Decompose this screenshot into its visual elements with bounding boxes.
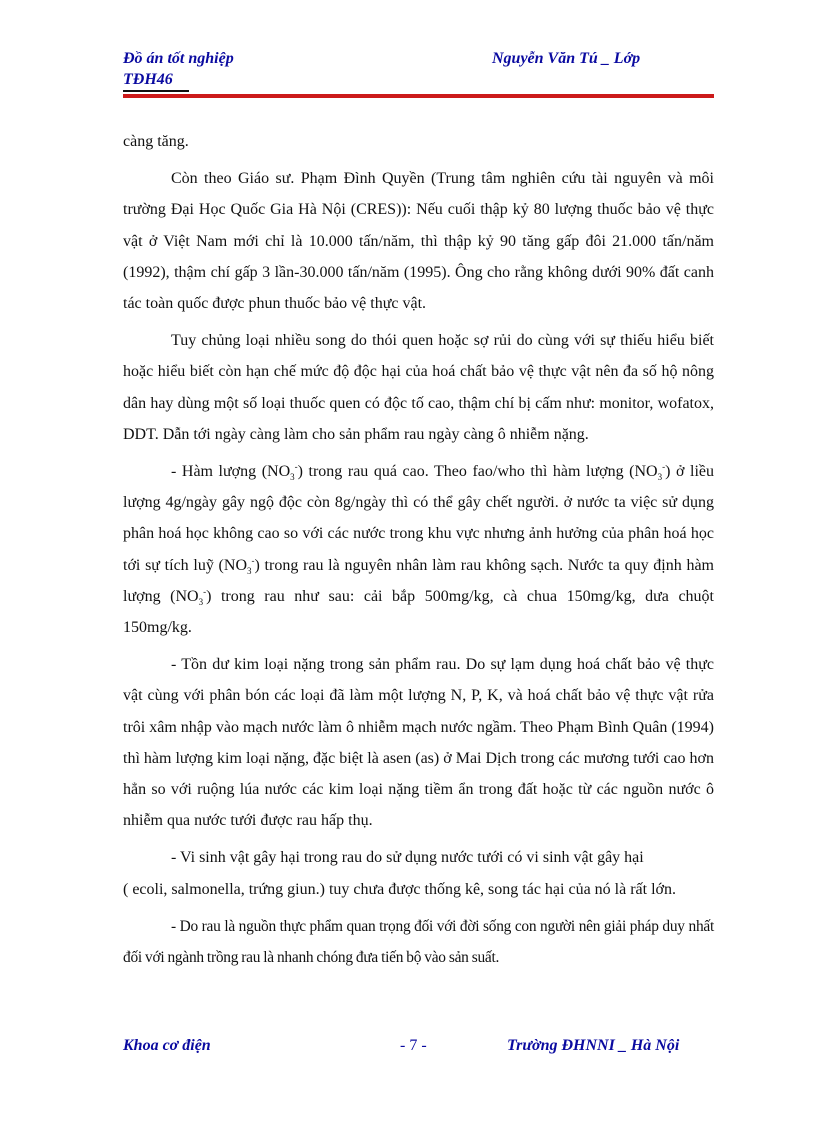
paragraph-microorganisms-line1: - Vi sinh vật gây hại trong rau do sử dụng nước tưới có vi sinh vật gây hại <box>171 849 644 867</box>
paragraph-solution: - Do rau là nguồn thực phẩm quan trọng đối với đời sống con người nên giải pháp duy nhất đối với ngành trồng rau là nhanh chóng đưa tiến bộ vào sản suất. <box>123 917 714 967</box>
nitrate-formula: $NO_3^-$ <box>267 461 298 483</box>
paragraph-microorganisms-rest: ( ecoli, salmonella, trứng giun.) tuy chưa được thống kê, song tác hại của nó là rất lớn. <box>123 880 677 898</box>
paragraph-pesticide-habits: Tuy chủng loại nhiều song do thói quen hoặc sợ rủi do cùng với sự thiếu hiểu biết hoặc hiểu biết còn hạn chế mức độ độc hại của hoá chất bảo vệ thực vật nên đa số hộ nông dân hay dùng một số loại thuốc quen có độc tố cao, thậm chí bị cấm như: monitor, wofatox, DDT. Dẫn tới ngày càng làm cho sản phẩm rau ngày càng ô nhiễm nặng. <box>123 332 714 443</box>
header-rule <box>123 94 714 98</box>
footer-faculty: Khoa cơ điện <box>123 1037 211 1054</box>
nitrate-formula: $NO_3^-$ <box>223 555 255 576</box>
paragraph-microorganisms <box>123 842 714 904</box>
footer-university: Trường ĐHNNI _ Hà Nội <box>507 1037 680 1054</box>
header-underline <box>123 90 189 92</box>
nitrate-formula: $NO_3^-$ <box>634 461 666 483</box>
header-left-class: TĐH46 <box>123 71 173 88</box>
nitrate-formula: $NO_3^-$ <box>175 586 207 608</box>
paragraph-pesticide-volume: Còn theo Giáo sư. Phạm Đình Quyền (Trung tâm nghiên cứu tài nguyên và môi trường Đại Học Quốc Gia Hà Nội (CRES)): Nếu cuối thập kỷ 80 lượng thuốc bảo vệ thực vật ở Việt Nam mới chỉ là 10.000 tấn/năm, thì thập kỷ 90 tăng gấp đôi 21.000 tấn/năm (1992), thậm chí gấp 3 lần-30.000 tấn/năm (1995). Ông cho rằng không dưới 90% đất canh tác toàn quốc được phun thuốc bảo vệ thực vật. <box>123 170 714 313</box>
paragraph-nitrate: - Hàm lượng $(NO_3^-)$ trong rau quá cao. Theo fao/who thì hàm lượng $(NO_3^-)$ ở liều lượng 4g/ngày gây ngộ độc còn 8g/ngày thì có thể gây chết người. ở nước ta việc sử dụng phân hoá học không cao so với các nước trong khu vực nhưng ảnh hưởng của phân hoá học tới sự tích luỹ $(NO_3^-)$ trong rau là nguyên nhân làm rau không sạch. Nước ta quy định hàm lượng $(NO_3^-)$ trong rau như sau: cải bắp 500mg/kg, cà chua 150mg/kg, dưa chuột 150mg/kg. <box>123 461 715 637</box>
paragraph-heavy-metals: - Tồn dư kim loại nặng trong sản phẩm rau. Do sự lạm dụng hoá chất bảo vệ thực vật cùng với phân bón các loại đã làm một lượng N, P, K, và hoá chất bảo vệ thực vật rửa trôi xâm nhập vào mạch nước làm ô nhiễm mạch nước ngầm. Theo Phạm Bình Quân (1994) thì hàm lượng kim loại nặng, đặc biệt là asen (as) ở Mai Dịch trong các mương tưới cao hơn hẳn so với ruộng lúa nước các kim loại nặng tiềm ẩn trong đất hoặc từ các nguồn nước ô nhiễm qua nước tưới được rau hấp thụ. <box>123 656 714 830</box>
header-right-author: Nguyễn Văn Tú _ Lớp <box>492 50 641 67</box>
paragraph-continuation: càng tăng. <box>123 133 189 150</box>
footer-page-number: - 7 - <box>400 1037 427 1054</box>
header-left-title: Đồ án tốt nghiệp <box>123 50 234 67</box>
document-body <box>123 126 714 979</box>
